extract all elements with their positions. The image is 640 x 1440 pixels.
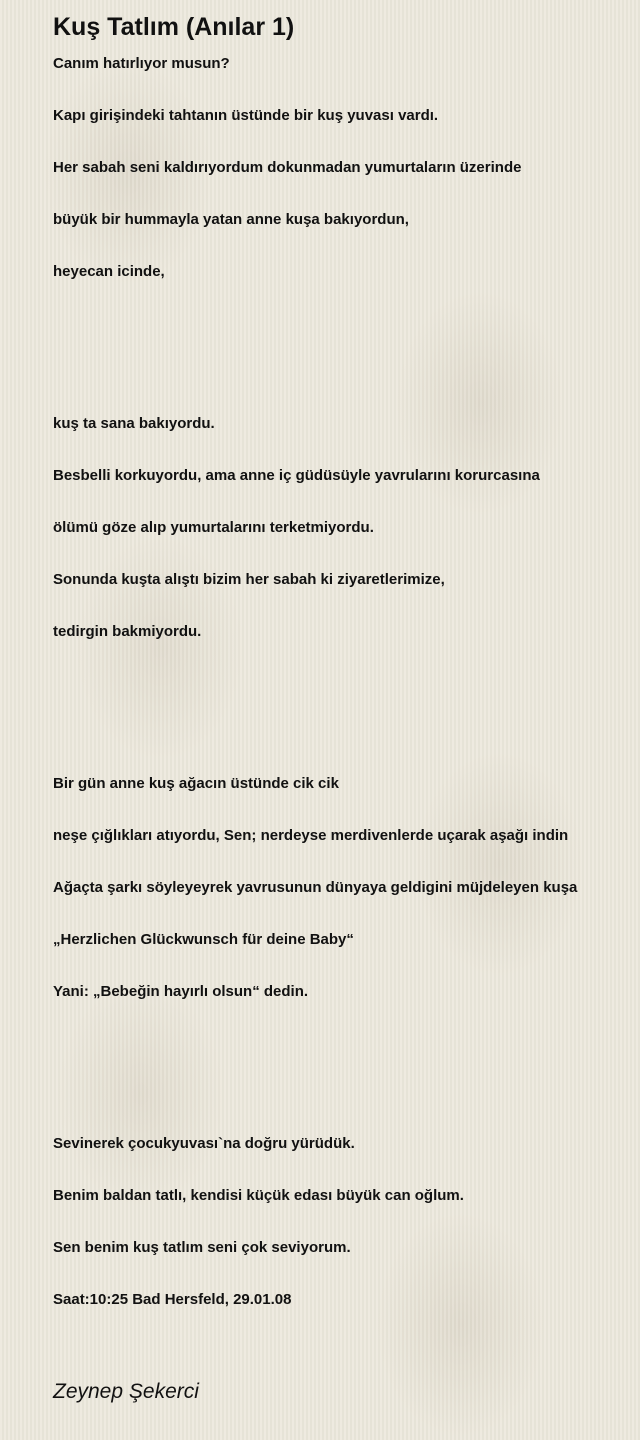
poem-line: Yani: „Bebeğin hayırlı olsun“ dedin. bbox=[53, 983, 309, 1000]
poem-line: Ağaçta şarkı söyleyeyrek yavrusunun dünyaya geldigini müjdeleyen kuşa bbox=[53, 879, 578, 896]
poem-line: Sonunda kuşta alıştı bizim her sabah ki ziyaretlerimize, bbox=[53, 571, 445, 588]
poem-line: tedirgin bakmiyordu. bbox=[53, 623, 202, 640]
poem-line: Sevinerek çocukyuvası`na doğru yürüdük. bbox=[53, 1135, 355, 1152]
poem-line: „Herzlichen Glückwunsch für deine Baby“ bbox=[53, 931, 354, 948]
poem-line: Her sabah seni kaldırıyordum dokunmadan yumurtaların üzerinde bbox=[53, 159, 522, 176]
poem-line: Bir gün anne kuş ağacın üstünde cik cik bbox=[53, 775, 339, 792]
poem-line: kuş ta sana bakıyordu. bbox=[53, 415, 215, 432]
poem-line: ölümü göze alıp yumurtalarını terketmiyordu. bbox=[53, 519, 374, 536]
poem-line: heyecan icinde, bbox=[53, 263, 165, 280]
poem-line: Canım hatırlıyor musun? bbox=[53, 55, 230, 72]
poem-line: büyük bir hummayla yatan anne kuşa bakıyordun, bbox=[53, 211, 409, 228]
poem-line: Benim baldan tatlı, kendisi küçük edası büyük can oğlum. bbox=[53, 1187, 464, 1204]
poem-line: Besbelli korkuyordu, ama anne iç güdüsüyle yavrularını korurcasına bbox=[53, 467, 540, 484]
poem-line: Sen benim kuş tatlım seni çok seviyorum. bbox=[53, 1239, 351, 1256]
poem-line: neşe çığlıkları atıyordu, Sen; nerdeyse merdivenlerde uçarak aşağı indin bbox=[53, 827, 569, 844]
poem-title: Kuş Tatlım (Anılar 1) bbox=[53, 13, 295, 41]
poem-timestamp: Saat:10:25 Bad Hersfeld, 29.01.08 bbox=[53, 1291, 292, 1308]
poem-author: Zeynep Şekerci bbox=[53, 1380, 199, 1403]
poem-line: Kapı girişindeki tahtanın üstünde bir kuş yuvası vardı. bbox=[53, 107, 439, 124]
